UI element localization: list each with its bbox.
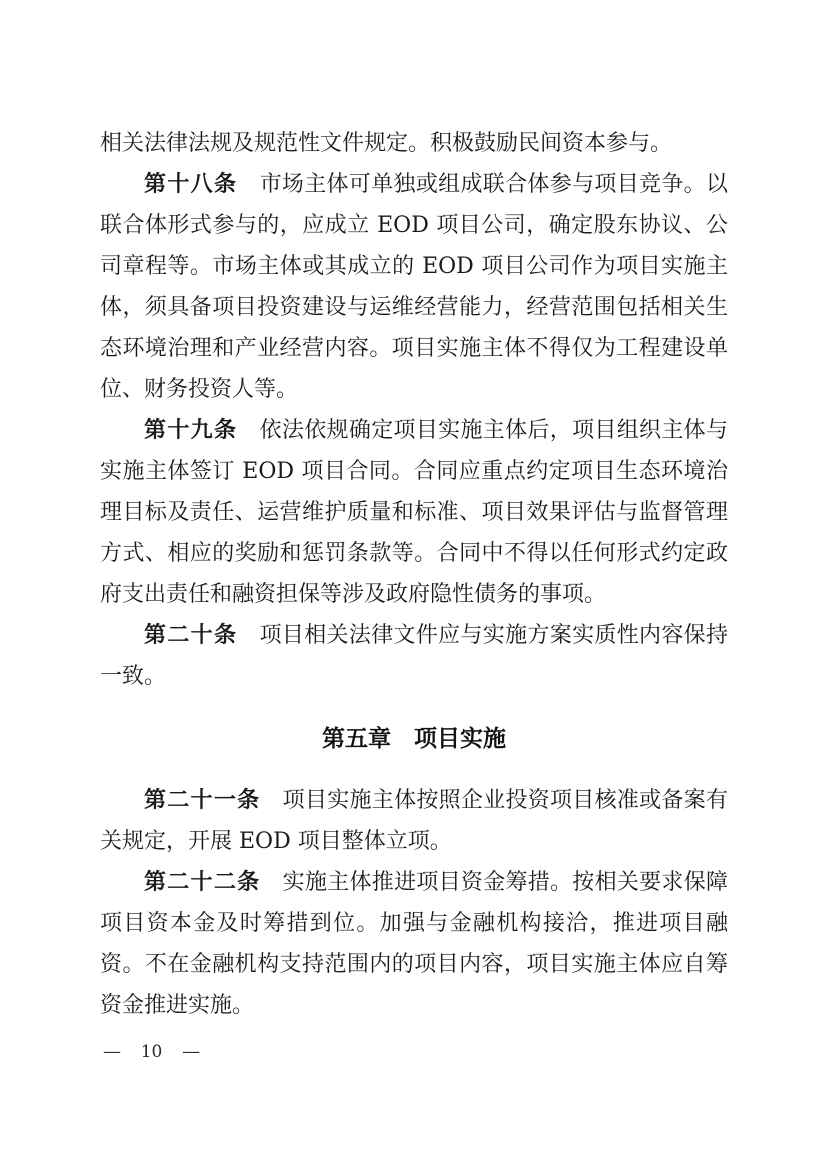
paragraph-article-20 bbox=[100, 615, 728, 697]
article-number: 第十九条 bbox=[144, 418, 238, 443]
article-number: 第二十二条 bbox=[144, 870, 261, 895]
page-footer bbox=[103, 1040, 200, 1064]
footer-right-dash: — bbox=[182, 1041, 201, 1062]
paragraph-text: 依法依规确定项目实施主体后，项目组织主体与实施主体签订 EOD 项目合同。合同应重点约定项目生态环境治理目标及责任、运营维护质量和标准、项目效果评估与监督管理方式、相应的奖励和惩罚条款等。合同中不得以任何形式约定政府支出责任和融资担保等涉及政府隐性债务的事项。 bbox=[100, 418, 728, 607]
article-number: 第二十一条 bbox=[144, 788, 261, 813]
paragraph-continuation bbox=[100, 123, 728, 164]
page-number: 10 bbox=[140, 1042, 163, 1062]
document-body bbox=[100, 123, 728, 1026]
article-number: 第二十条 bbox=[144, 623, 238, 648]
article-number: 第十八条 bbox=[144, 172, 238, 197]
chapter-heading: 第五章 项目实施 bbox=[322, 726, 506, 752]
paragraph-text: 实施主体推进项目资金筹措。按相关要求保障项目资本金及时筹措到位。加强与金融机构接洽，推进项目融资。不在金融机构支持范围内的项目内容，项目实施主体应自筹资金推进实施。 bbox=[100, 870, 728, 1018]
footer-left-dash: — bbox=[103, 1041, 121, 1062]
paragraph-text: 项目相关法律文件应与实施方案实质性内容保持一致。 bbox=[100, 623, 728, 689]
paragraph-text: 市场主体可单独或组成联合体参与项目竞争。以联合体形式参与的，应成立 EOD 项目公司，确定股东协议、公司章程等。市场主体或其成立的 EOD 项目公司作为项目实施主体，须具备项目投资建设与运维经营能力，经营范围包括相关生态环境治理和产业经营内容。项目实施主体不得仅为工程建设单位、财务投资人等。 bbox=[100, 172, 728, 402]
paragraph-text: 相关法律法规及规范性文件规定。积极鼓励民间资本参与。 bbox=[100, 131, 673, 156]
paragraph-article-21 bbox=[100, 780, 728, 862]
paragraph-text: 项目实施主体按照企业投资项目核准或备案有关规定，开展 EOD 项目整体立项。 bbox=[100, 788, 728, 854]
paragraph-article-18 bbox=[100, 164, 728, 410]
paragraph-article-19 bbox=[100, 410, 728, 615]
paragraph-article-22 bbox=[100, 862, 728, 1026]
